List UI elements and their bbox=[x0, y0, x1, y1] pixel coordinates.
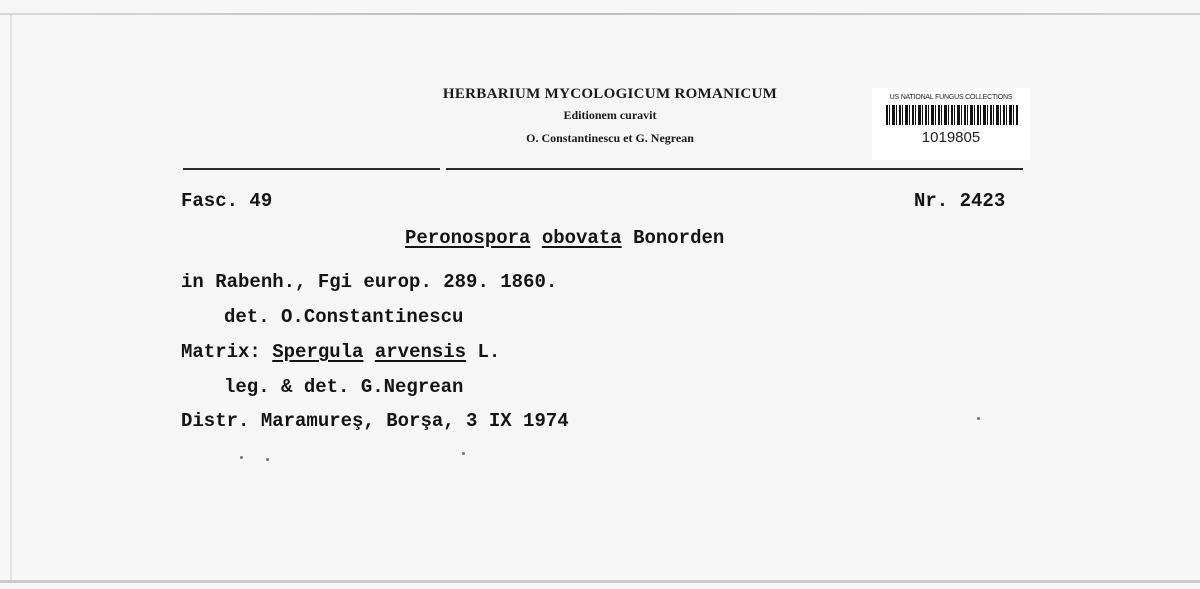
barcode-number: 1019805 bbox=[921, 129, 981, 146]
exsiccata-number: Nr. 2423 bbox=[914, 190, 1006, 212]
paper-speck bbox=[977, 417, 980, 420]
determiner: det. O.Constantinescu bbox=[224, 306, 464, 328]
barcode-icon bbox=[886, 105, 1018, 125]
herbarium-editors: O. Constantinescu et G. Negrean bbox=[526, 131, 694, 145]
host-author: L. bbox=[477, 341, 501, 363]
species-name bbox=[405, 227, 724, 249]
matrix-host bbox=[181, 341, 500, 363]
herbarium-subtitle: Editionem curavit bbox=[563, 108, 657, 122]
collector: leg. & det. G.Negrean bbox=[224, 376, 464, 398]
label-left-edge bbox=[10, 15, 12, 581]
species-author: Bonorden bbox=[633, 227, 725, 249]
citation: in Rabenh., Fgi europ. 289. 1860. bbox=[181, 271, 558, 293]
host-epithet: arvensis bbox=[374, 341, 467, 363]
label-header bbox=[400, 86, 820, 146]
barcode-caption: US NATIONAL FUNGUS COLLECTIONS bbox=[889, 94, 1013, 101]
species-genus: Peronospora bbox=[405, 227, 531, 249]
fascicle-number: Fasc. 49 bbox=[181, 190, 273, 212]
herbarium-title: HERBARIUM MYCOLOGICUM ROMANICUM bbox=[442, 86, 778, 102]
paper-speck bbox=[462, 452, 465, 455]
locality: Distr. Maramureş, Borşa, 3 IX 1974 bbox=[181, 410, 569, 432]
host-genus: Spergula bbox=[272, 341, 364, 363]
species-epithet: obovata bbox=[541, 227, 622, 249]
paper-speck bbox=[266, 458, 269, 461]
matrix-prefix: Matrix: bbox=[181, 341, 261, 363]
paper-speck bbox=[240, 456, 243, 459]
header-divider bbox=[183, 168, 1023, 170]
label-bottom-edge bbox=[0, 580, 1200, 583]
label-top-edge bbox=[0, 13, 1200, 15]
barcode-sticker bbox=[872, 88, 1030, 160]
header-divider-gap bbox=[440, 168, 446, 171]
